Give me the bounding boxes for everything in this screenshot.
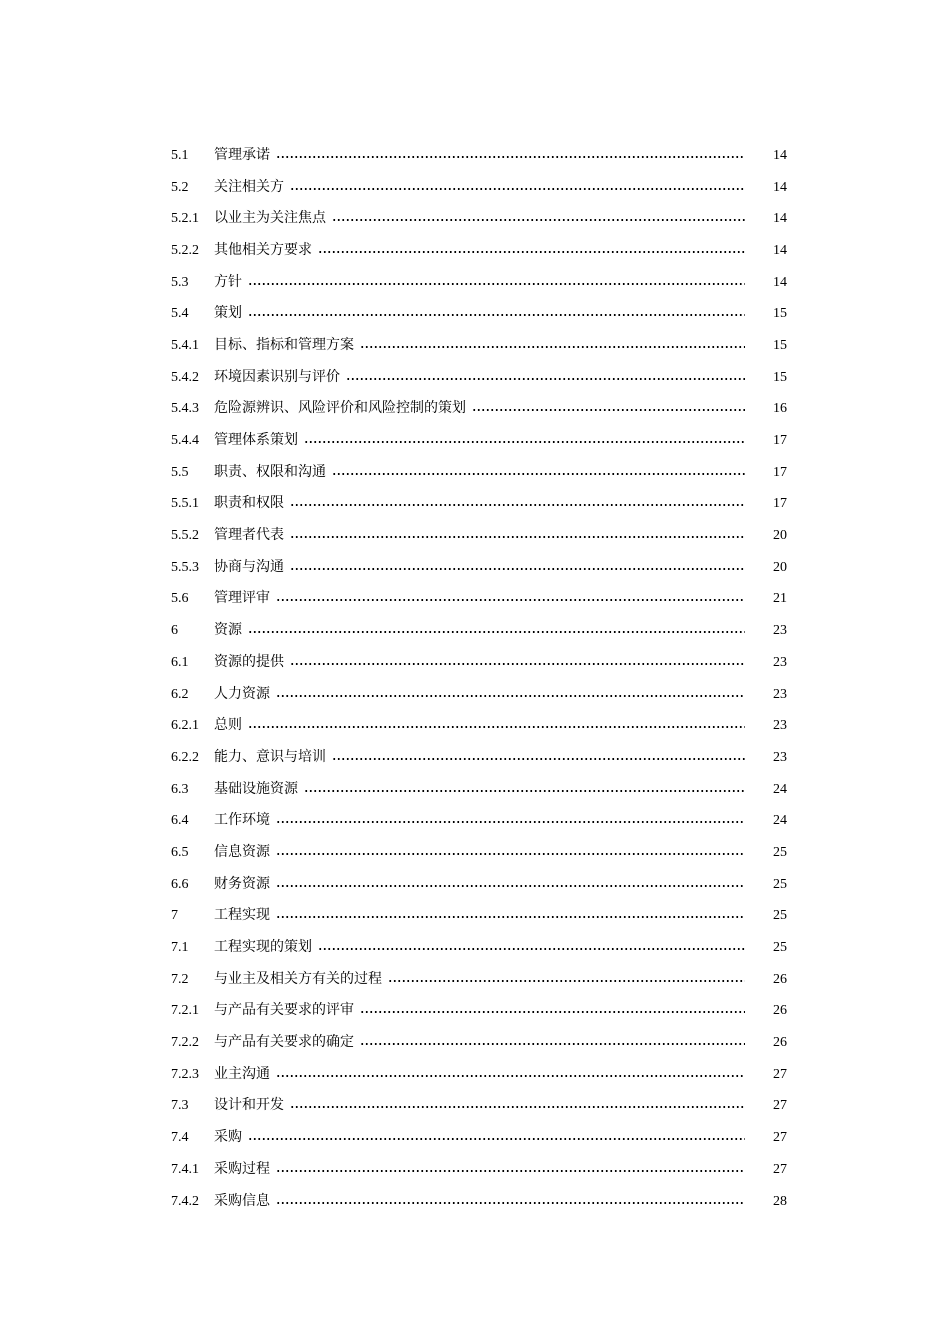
toc-dot-leader (290, 504, 745, 506)
toc-entry-number: 7.2.1 (171, 1003, 199, 1019)
toc-entry[interactable] (171, 647, 787, 679)
toc-entry-page-number: 26 (773, 1003, 787, 1019)
toc-dot-leader (318, 251, 745, 253)
toc-dot-leader (276, 821, 745, 823)
toc-dot-leader (276, 1075, 745, 1077)
toc-entry-title: 资源 (214, 623, 242, 639)
toc-entry-number: 6.2.2 (171, 749, 199, 765)
toc-entry-title: 职责、权限和沟通 (214, 464, 326, 480)
toc-entry[interactable] (171, 1154, 787, 1186)
toc-entry-page-number: 14 (773, 242, 787, 258)
toc-entry[interactable] (171, 267, 787, 299)
toc-entry-title: 职责和权限 (214, 496, 284, 512)
toc-entry-title: 设计和开发 (214, 1098, 284, 1114)
toc-entry-title: 与产品有关要求的评审 (214, 1003, 354, 1019)
toc-entry-page-number: 25 (773, 908, 787, 924)
toc-entry-number: 7.2.2 (171, 1035, 199, 1051)
toc-entry-title: 管理评审 (214, 591, 270, 607)
toc-dot-leader (332, 219, 745, 221)
toc-dot-leader (304, 441, 745, 443)
toc-entry[interactable] (171, 1122, 787, 1154)
toc-entry-title: 工程实现的策划 (214, 940, 312, 956)
toc-entry-title: 工作环境 (214, 813, 270, 829)
toc-entry-page-number: 14 (773, 211, 787, 227)
toc-entry-page-number: 20 (773, 559, 787, 575)
toc-entry-number: 5.5.2 (171, 528, 199, 544)
toc-entry-title: 其他相关方要求 (214, 242, 312, 258)
toc-entry-number: 5.5 (171, 464, 189, 480)
toc-dot-leader (472, 409, 745, 411)
toc-entry-number: 6.3 (171, 781, 189, 797)
toc-entry-page-number: 23 (773, 686, 787, 702)
toc-dot-leader (290, 568, 745, 570)
toc-entry-page-number: 23 (773, 749, 787, 765)
toc-entry-title: 业主沟通 (214, 1066, 270, 1082)
toc-entry-title: 总则 (214, 718, 242, 734)
toc-dot-leader (290, 1106, 745, 1108)
toc-entry-title: 工程实现 (214, 908, 270, 924)
toc-entry-number: 5.4.3 (171, 401, 199, 417)
toc-dot-leader (276, 916, 745, 918)
toc-entry-title: 以业主为关注焦点 (214, 211, 326, 227)
toc-entry[interactable] (171, 203, 787, 235)
toc-entry[interactable] (171, 964, 787, 996)
toc-dot-leader (290, 188, 745, 190)
toc-entry-title: 策划 (214, 306, 242, 322)
toc-dot-leader (248, 314, 745, 316)
toc-entry[interactable] (171, 837, 787, 869)
toc-entry[interactable] (171, 394, 787, 426)
toc-entry-number: 5.2 (171, 179, 189, 195)
toc-entry-page-number: 25 (773, 844, 787, 860)
toc-dot-leader (248, 631, 745, 633)
toc-entry-number: 6.2 (171, 686, 189, 702)
toc-entry[interactable] (171, 362, 787, 394)
toc-entry[interactable] (171, 901, 787, 933)
toc-entry[interactable] (171, 615, 787, 647)
toc-entry-page-number: 14 (773, 179, 787, 195)
toc-entry-number: 7.1 (171, 940, 189, 956)
toc-entry-page-number: 14 (773, 274, 787, 290)
toc-entry-page-number: 24 (773, 781, 787, 797)
toc-entry-title: 方针 (214, 274, 242, 290)
toc-entry-number: 7.4 (171, 1130, 189, 1146)
toc-entry[interactable] (171, 996, 787, 1028)
toc-dot-leader (388, 980, 745, 982)
toc-entry-page-number: 15 (773, 306, 787, 322)
toc-entry-number: 5.1 (171, 147, 189, 163)
toc-entry[interactable] (171, 330, 787, 362)
toc-entry[interactable] (171, 1027, 787, 1059)
toc-entry[interactable] (171, 235, 787, 267)
toc-entry-page-number: 23 (773, 623, 787, 639)
toc-entry-page-number: 15 (773, 337, 787, 353)
toc-entry[interactable] (171, 457, 787, 489)
toc-entry-number: 6.2.1 (171, 718, 199, 734)
toc-dot-leader (304, 790, 745, 792)
toc-entry-number: 7.3 (171, 1098, 189, 1114)
toc-entry-page-number: 27 (773, 1066, 787, 1082)
toc-entry-title: 与产品有关要求的确定 (214, 1035, 354, 1051)
toc-entry[interactable] (171, 552, 787, 584)
toc-entry-page-number: 24 (773, 813, 787, 829)
toc-entry[interactable] (171, 489, 787, 521)
toc-entry-page-number: 28 (773, 1193, 787, 1209)
toc-entry-title: 协商与沟通 (214, 559, 284, 575)
toc-entry-number: 6.4 (171, 813, 189, 829)
toc-entry[interactable] (171, 172, 787, 204)
toc-entry-title: 管理者代表 (214, 528, 284, 544)
toc-entry-page-number: 14 (773, 147, 787, 163)
toc-dot-leader (276, 599, 745, 601)
table-of-contents (171, 140, 787, 1217)
toc-dot-leader (290, 536, 745, 538)
toc-entry[interactable] (171, 805, 787, 837)
toc-entry-title: 基础设施资源 (214, 781, 298, 797)
toc-entry-number: 7.4.2 (171, 1193, 199, 1209)
toc-entry[interactable] (171, 774, 787, 806)
toc-entry-number: 6 (171, 623, 178, 639)
toc-entry-title: 资源的提供 (214, 654, 284, 670)
toc-entry-page-number: 23 (773, 718, 787, 734)
toc-dot-leader (346, 378, 745, 380)
toc-entry-page-number: 21 (773, 591, 787, 607)
toc-entry[interactable] (171, 742, 787, 774)
toc-entry-page-number: 27 (773, 1130, 787, 1146)
toc-entry-title: 管理承诺 (214, 147, 270, 163)
toc-entry-page-number: 17 (773, 464, 787, 480)
toc-dot-leader (318, 948, 745, 950)
toc-entry-number: 5.5.3 (171, 559, 199, 575)
toc-entry[interactable] (171, 1059, 787, 1091)
toc-entry-title: 与业主及相关方有关的过程 (214, 971, 382, 987)
toc-entry[interactable] (171, 140, 787, 172)
toc-dot-leader (360, 346, 745, 348)
toc-entry-number: 5.4.1 (171, 337, 199, 353)
toc-dot-leader (276, 695, 745, 697)
toc-entry[interactable] (171, 584, 787, 616)
toc-dot-leader (360, 1043, 745, 1045)
toc-dot-leader (290, 663, 745, 665)
toc-entry-number: 5.6 (171, 591, 189, 607)
toc-entry-number: 5.4 (171, 306, 189, 322)
toc-entry-number: 5.2.1 (171, 211, 199, 227)
toc-entry[interactable] (171, 710, 787, 742)
toc-entry[interactable] (171, 298, 787, 330)
toc-entry-number: 6.1 (171, 654, 189, 670)
toc-entry-title: 危险源辨识、风险评价和风险控制的策划 (214, 401, 466, 417)
toc-entry-number: 6.6 (171, 876, 189, 892)
toc-entry-number: 5.4.4 (171, 433, 199, 449)
toc-dot-leader (276, 1170, 745, 1172)
toc-entry-number: 7.2 (171, 971, 189, 987)
toc-entry-number: 5.4.2 (171, 369, 199, 385)
toc-entry-page-number: 17 (773, 433, 787, 449)
toc-entry-page-number: 27 (773, 1098, 787, 1114)
toc-entry-page-number: 25 (773, 876, 787, 892)
toc-entry-number: 5.5.1 (171, 496, 199, 512)
toc-entry-title: 财务资源 (214, 876, 270, 892)
toc-entry[interactable] (171, 1091, 787, 1123)
toc-dot-leader (332, 473, 745, 475)
toc-entry-title: 采购 (214, 1130, 242, 1146)
toc-dot-leader (248, 283, 745, 285)
toc-entry-page-number: 15 (773, 369, 787, 385)
toc-entry-page-number: 23 (773, 654, 787, 670)
toc-entry-title: 信息资源 (214, 844, 270, 860)
toc-entry-title: 管理体系策划 (214, 433, 298, 449)
toc-dot-leader (276, 853, 745, 855)
toc-entry-title: 关注相关方 (214, 179, 284, 195)
toc-entry-title: 能力、意识与培训 (214, 749, 326, 765)
toc-dot-leader (276, 1202, 745, 1204)
toc-entry-page-number: 20 (773, 528, 787, 544)
toc-entry-page-number: 25 (773, 940, 787, 956)
toc-entry[interactable] (171, 1186, 787, 1218)
toc-entry[interactable] (171, 869, 787, 901)
toc-entry-number: 6.5 (171, 844, 189, 860)
toc-entry-title: 目标、指标和管理方案 (214, 337, 354, 353)
toc-entry-title: 人力资源 (214, 686, 270, 702)
toc-entry-page-number: 16 (773, 401, 787, 417)
toc-entry-page-number: 17 (773, 496, 787, 512)
toc-entry[interactable] (171, 425, 787, 457)
toc-entry-number: 7 (171, 908, 178, 924)
toc-entry-number: 5.3 (171, 274, 189, 290)
toc-dot-leader (248, 1138, 745, 1140)
toc-entry-title: 采购过程 (214, 1161, 270, 1177)
toc-dot-leader (248, 726, 745, 728)
toc-entry-title: 采购信息 (214, 1193, 270, 1209)
toc-entry-page-number: 27 (773, 1161, 787, 1177)
toc-entry[interactable] (171, 679, 787, 711)
toc-dot-leader (276, 885, 745, 887)
toc-entry-page-number: 26 (773, 1035, 787, 1051)
toc-entry[interactable] (171, 932, 787, 964)
toc-entry-number: 7.4.1 (171, 1161, 199, 1177)
toc-entry[interactable] (171, 520, 787, 552)
toc-dot-leader (332, 758, 745, 760)
toc-entry-number: 5.2.2 (171, 242, 199, 258)
toc-entry-number: 7.2.3 (171, 1066, 199, 1082)
toc-entry-title: 环境因素识别与评价 (214, 369, 340, 385)
toc-entry-page-number: 26 (773, 971, 787, 987)
toc-dot-leader (360, 1011, 745, 1013)
toc-dot-leader (276, 156, 745, 158)
